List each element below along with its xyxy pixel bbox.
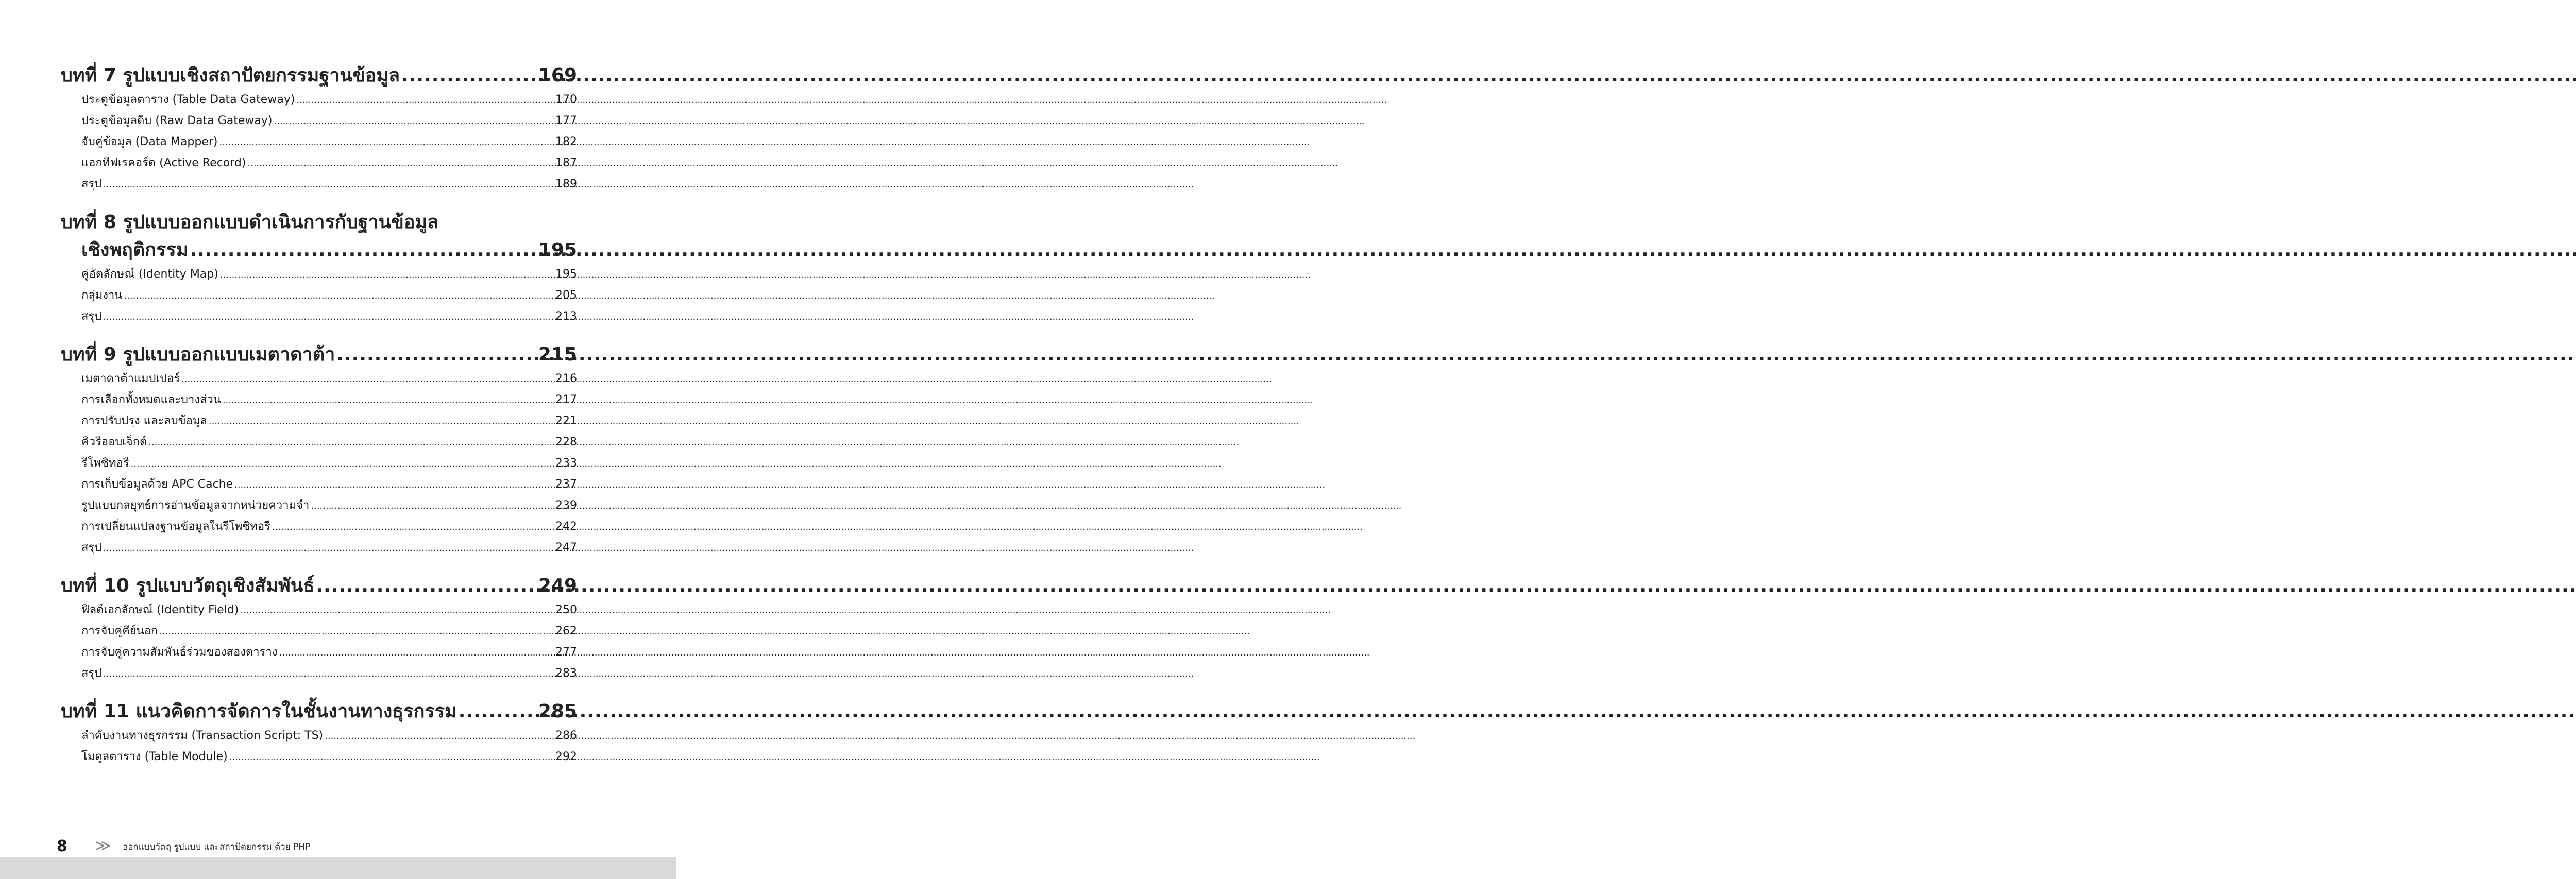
- toc-entry[interactable]: [61, 621, 577, 642]
- entry-page: 177: [555, 114, 577, 127]
- toc-entry[interactable]: [61, 453, 577, 474]
- dot-leader: [131, 454, 554, 474]
- entry-title: รูปแบบกลยุทธ์การอ่านข้อมูลจากหน่วยความจำ: [81, 499, 310, 512]
- dot-leader: [311, 496, 554, 516]
- chapter-8: [61, 209, 577, 328]
- book-title: ออกแบบวัตถุ รูปแบบ และสถาปัตยกรรม ด้วย PHP: [123, 842, 311, 852]
- dot-leader: [219, 132, 554, 153]
- entry-page: 221: [555, 415, 577, 427]
- entry-page: 182: [555, 135, 577, 148]
- toc-entry[interactable]: [61, 747, 577, 768]
- chapter-heading[interactable]: [61, 341, 577, 369]
- footer-band: [0, 857, 676, 879]
- double-chevron-icon: ≫: [95, 837, 107, 855]
- toc-entry[interactable]: [61, 111, 577, 132]
- entry-page: 242: [555, 520, 577, 533]
- dot-leader: [247, 153, 554, 174]
- chapter-heading[interactable]: [61, 698, 577, 726]
- entry-page: 286: [555, 729, 577, 742]
- chapter-title: บทที่ 10 รูปแบบวัตถุเชิงสัมพันธ์: [61, 575, 315, 596]
- entry-page: 237: [555, 478, 577, 491]
- entry-title: การปรับปรุง และลบข้อมูล: [81, 415, 207, 427]
- entry-title: ประตูข้อมูลดิบ (Raw Data Gateway): [81, 114, 273, 127]
- entry-title: แอกทีฟเรคอร์ด (Active Record): [81, 157, 246, 169]
- dot-leader: [229, 747, 554, 768]
- entry-title: การเปลี่ยนแปลงฐานข้อมูลในรีโพซิทอรี: [81, 520, 270, 533]
- entry-page: 216: [555, 372, 577, 385]
- chapter-page: 169: [538, 65, 577, 86]
- toc-entry[interactable]: [61, 285, 577, 306]
- chapter-11: [61, 698, 577, 768]
- entry-page: 247: [555, 541, 577, 554]
- entry-page: 205: [555, 289, 577, 302]
- page-footer: [0, 835, 676, 858]
- chapter-page: 195: [538, 239, 577, 261]
- toc-entry[interactable]: [61, 132, 577, 153]
- entry-page: 277: [555, 646, 577, 659]
- chapter-page: 249: [538, 575, 577, 596]
- entry-title: สรุป: [81, 310, 102, 323]
- toc-entry[interactable]: [61, 306, 577, 328]
- toc-entry[interactable]: [61, 390, 577, 411]
- toc-entry[interactable]: [61, 663, 577, 684]
- entry-title: โมดูลตาราง (Table Module): [81, 750, 228, 763]
- chapter-heading[interactable]: [61, 236, 577, 264]
- page-number: 8: [57, 837, 67, 855]
- toc-entry[interactable]: [61, 90, 577, 111]
- toc-entry[interactable]: [61, 642, 577, 663]
- dot-leader: [124, 286, 554, 306]
- dot-leader: [401, 62, 537, 90]
- dot-leader: [316, 572, 537, 600]
- entry-page: 283: [555, 667, 577, 680]
- dot-leader: [148, 433, 554, 453]
- entry-title: สรุป: [81, 541, 102, 554]
- chapter-title-line1[interactable]: บทที่ 8 รูปแบบออกแบบดำเนินการกับฐานข้อมูล: [61, 212, 439, 233]
- entry-title: การจับคู่ความสัมพันธ์ร่วมของสองตาราง: [81, 646, 278, 659]
- chapter-heading[interactable]: [61, 572, 577, 600]
- entry-title: คิวรีออบเจ็กต์: [81, 436, 147, 449]
- dot-leader: [336, 341, 537, 369]
- entry-title: การเลือกทั้งหมดและบางส่วน: [81, 393, 221, 406]
- table-of-contents: [61, 62, 577, 781]
- toc-entry[interactable]: [61, 600, 577, 621]
- chapter-9: [61, 341, 577, 559]
- dot-leader: [209, 411, 554, 432]
- entry-page: 217: [555, 393, 577, 406]
- entry-title: สรุป: [81, 178, 102, 191]
- entry-title: ประตูข้อมูลตาราง (Table Data Gateway): [81, 93, 295, 106]
- chapter-title: บทที่ 9 รูปแบบออกแบบเมตาดาต้า: [61, 344, 335, 365]
- entry-title: กลุ่มงาน: [81, 289, 123, 302]
- dot-leader: [325, 726, 554, 747]
- dot-leader: [459, 698, 537, 726]
- dot-leader: [190, 236, 536, 264]
- toc-entry[interactable]: [61, 411, 577, 432]
- chapter-page: 285: [538, 701, 577, 722]
- toc-entry[interactable]: [61, 495, 577, 516]
- dot-leader: [223, 390, 554, 411]
- dot-leader: [274, 111, 554, 132]
- entry-page: 250: [555, 604, 577, 616]
- dot-leader: [296, 90, 554, 111]
- entry-page: 239: [555, 499, 577, 512]
- dot-leader: [103, 307, 554, 328]
- entry-title: ฟิลด์เอกลักษณ์ (Identity Field): [81, 604, 239, 616]
- entry-title: เมตาดาต้าแมปเปอร์: [81, 372, 180, 385]
- toc-entry[interactable]: [61, 516, 577, 538]
- chapter-page: 215: [538, 344, 577, 365]
- entry-page: 292: [555, 750, 577, 763]
- dot-leader: [103, 538, 554, 559]
- toc-entry[interactable]: [61, 474, 577, 495]
- dot-leader: [234, 475, 554, 495]
- dot-leader: [272, 517, 554, 538]
- toc-entry[interactable]: [61, 264, 577, 285]
- chapter-title: บทที่ 11 แนวคิดการจัดการในชั้นงานทางธุรกรรม: [61, 701, 457, 722]
- chapter-7: [61, 62, 577, 195]
- toc-entry[interactable]: [61, 153, 577, 174]
- dot-leader: [220, 265, 554, 285]
- entry-page: 195: [555, 268, 577, 281]
- chapter-title: บทที่ 7 รูปแบบเชิงสถาปัตยกรรมฐานข้อมูล: [61, 65, 400, 86]
- entry-page: 187: [555, 157, 577, 169]
- chapter-10: [61, 572, 577, 684]
- entry-title: ลำดับงานทางธุรกรรม (Transaction Script: TS): [81, 729, 324, 742]
- chapter-title-line2: เชิงพฤติกรรม: [81, 239, 189, 261]
- entry-page: 228: [555, 436, 577, 449]
- entry-page: 233: [555, 457, 577, 470]
- entry-title: รีโพซิทอรี: [81, 457, 129, 470]
- entry-page: 170: [555, 93, 577, 106]
- toc-entry[interactable]: [61, 174, 577, 195]
- entry-title: สรุป: [81, 667, 102, 680]
- dot-leader: [103, 175, 554, 195]
- entry-page: 189: [555, 178, 577, 191]
- toc-entry[interactable]: [61, 369, 577, 390]
- dot-leader: [103, 664, 554, 684]
- dot-leader: [159, 622, 554, 642]
- dot-leader: [181, 369, 554, 390]
- entry-page: 213: [555, 310, 577, 323]
- entry-title: การเก็บข้อมูลด้วย APC Cache: [81, 478, 233, 491]
- toc-entry[interactable]: [61, 432, 577, 453]
- entry-title: การจับคู่คีย์นอก: [81, 625, 158, 637]
- entry-title: คู่อัตลักษณ์ (Identity Map): [81, 268, 218, 281]
- entry-title: จับคู่ข้อมูล (Data Mapper): [81, 135, 218, 148]
- toc-entry[interactable]: [61, 726, 577, 747]
- toc-entry[interactable]: [61, 538, 577, 559]
- dot-leader: [279, 643, 554, 663]
- entry-page: 262: [555, 625, 577, 637]
- dot-leader: [240, 600, 554, 621]
- chapter-heading[interactable]: [61, 62, 577, 90]
